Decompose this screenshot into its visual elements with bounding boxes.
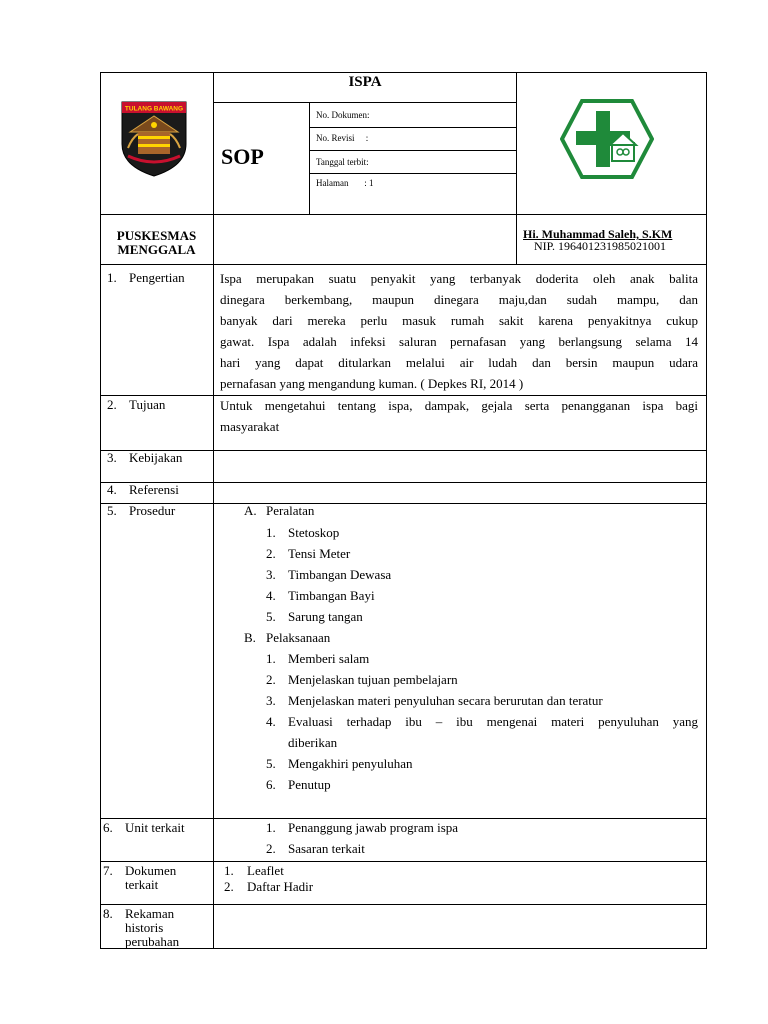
list-item: Leaflet — [247, 863, 284, 878]
section-label-rekaman: Rekaman — [125, 906, 175, 921]
section-number: 4. — [107, 482, 117, 497]
halaman-field: Halaman : 1 — [316, 178, 374, 188]
text-line: Ispa merupakan suatu penyakit yang terbanyak doderita oleh anak balita — [220, 271, 698, 286]
list-number: 4. — [266, 714, 276, 729]
list-item: Mengakhiri penyuluhan — [288, 756, 413, 771]
org-name-line1: PUSKESMAS — [116, 228, 197, 243]
list-item: Evaluasi terhadap ibu – ibu mengenai materi penyuluhan yang — [288, 714, 698, 729]
list-number: 3. — [266, 693, 276, 708]
prosedur-b-title: Pelaksanaan — [266, 630, 331, 645]
list-item: Menjelaskan materi penyuluhan secara berurutan dan teratur — [288, 693, 603, 708]
list-item: Timbangan Bayi — [288, 588, 375, 603]
document-title: ISPA — [348, 74, 382, 90]
svg-text:TULANG BAWANG: TULANG BAWANG — [124, 105, 184, 113]
list-number: 2. — [266, 841, 276, 856]
section-label-historis: historis — [125, 920, 164, 935]
tanggal-terbit-field: Tanggal terbit: — [316, 157, 369, 167]
list-item: Sarung tangan — [288, 609, 363, 624]
section-number: 3. — [107, 450, 117, 465]
list-number: 2. — [224, 879, 234, 894]
section-number: 5. — [107, 503, 117, 518]
puskesmas-logo — [560, 99, 654, 179]
list-item: Memberi salam — [288, 651, 370, 666]
section-number: 1. — [107, 270, 117, 285]
org-name-line2: MENGGALA — [117, 242, 196, 257]
text-line: Untuk mengetahui tentang ispa, dampak, gejala serta penangganan ispa bagi — [220, 398, 698, 413]
list-number: 1. — [266, 820, 276, 835]
signer-name: Hi. Muhammad Saleh, S.KM — [523, 227, 673, 241]
section-label-pengertian: Pengertian — [129, 270, 185, 285]
section-label-dokumen: Dokumen — [125, 863, 177, 878]
section-label-perubahan: perubahan — [125, 934, 180, 949]
prosedur-a-title: Peralatan — [266, 503, 315, 518]
sop-label: SOP — [221, 144, 264, 169]
prosedur-b-letter: B. — [244, 630, 256, 645]
tujuan-text — [220, 395, 698, 437]
text-line: gawat. Ispa adalah infeksi saluran pernafasan yang berlangsung selama 14 — [220, 334, 698, 349]
section-label-unit-terkait: Unit terkait — [125, 820, 185, 835]
section-label-referensi: Referensi — [129, 482, 179, 497]
list-number: 3. — [266, 567, 276, 582]
list-number: 1. — [266, 525, 276, 540]
list-item: Penanggung jawab program ispa — [288, 820, 459, 835]
text-line: masyarakat — [220, 419, 280, 434]
list-number: 6. — [266, 777, 276, 792]
section-number: 2. — [107, 397, 117, 412]
list-item: Daftar Hadir — [247, 879, 314, 894]
list-number: 5. — [266, 609, 276, 624]
list-item: Stetoskop — [288, 525, 340, 540]
list-item-continuation: diberikan — [288, 735, 338, 750]
list-number: 5. — [266, 756, 276, 771]
section-label-terkait: terkait — [125, 877, 159, 892]
list-item: Timbangan Dewasa — [288, 567, 392, 582]
list-item: Penutup — [288, 777, 331, 792]
list-item: Tensi Meter — [288, 546, 351, 561]
list-number: 2. — [266, 546, 276, 561]
list-number: 1. — [224, 863, 234, 878]
section-label-prosedur: Prosedur — [129, 503, 176, 518]
list-number: 2. — [266, 672, 276, 687]
text-line: dinegara berkembang, maupun dinegara maju,dan sudah mampu, dan — [220, 292, 698, 307]
list-item: Menjelaskan tujuan pembelajarn — [288, 672, 458, 687]
prosedur-a-letter: A. — [244, 503, 257, 518]
list-item: Sasaran terkait — [288, 841, 365, 856]
section-label-kebijakan: Kebijakan — [129, 450, 183, 465]
pengertian-text — [220, 268, 698, 394]
section-number: 8. — [103, 906, 113, 921]
text-line: hari yang dapat ditularkan melalui air ludah dan bersin maupun udara — [220, 355, 698, 370]
signer-nip: NIP. 196401231985021001 — [534, 239, 667, 253]
list-number: 1. — [266, 651, 276, 666]
section-label-tujuan: Tujuan — [129, 397, 166, 412]
no-dokumen-field: No. Dokumen: — [316, 110, 370, 120]
text-line: banyak dari mereka perlu masuk rumah sakit karena penyakitnya cukup — [220, 313, 698, 328]
no-revisi-field: No. Revisi : — [316, 133, 369, 143]
section-number: 6. — [103, 820, 113, 835]
text-line: pernafasan yang mengandung kuman. ( Depkes RI, 2014 ) — [220, 376, 524, 391]
list-number: 4. — [266, 588, 276, 603]
section-number: 7. — [103, 863, 113, 878]
tulang-bawang-logo — [118, 98, 190, 178]
